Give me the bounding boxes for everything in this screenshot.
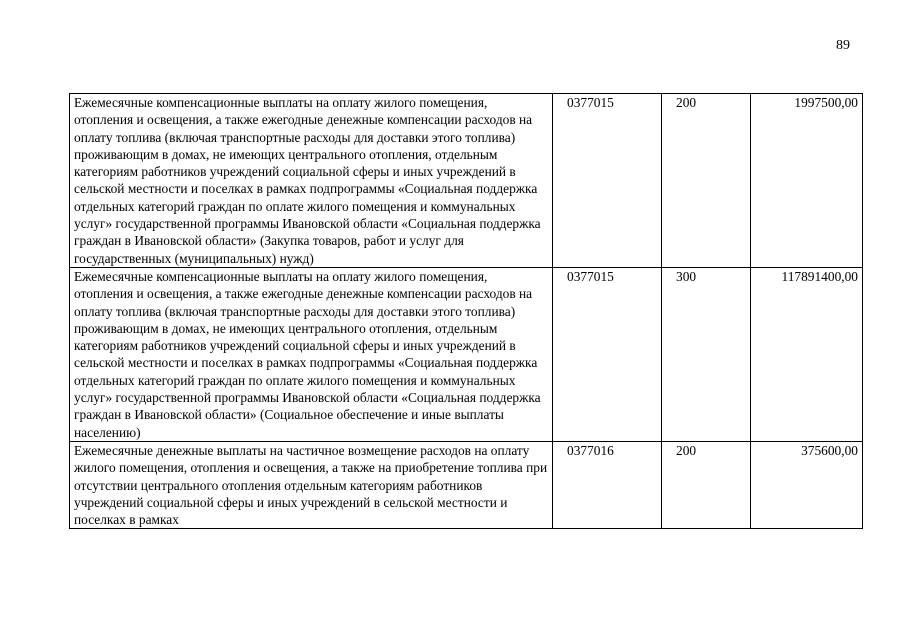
page-number: 89	[836, 38, 850, 53]
row-expense-type: 300	[662, 267, 751, 441]
row-target-code: 0377015	[553, 94, 662, 268]
row-target-code: 0377016	[553, 441, 662, 528]
table-row	[70, 267, 863, 441]
row-description: Ежемесячные компенсационные выплаты на оплату жилого помещения, отопления и освещения, а также ежегодные денежные компенсации расходов на оплату топлива (включая транспортные расходы для доставки этого топлива) проживающим в домах, не имеющих центрального отопления, отдельным категориям работников учреждений социальной сферы и иных учреждений в сельской местности и поселках в рамках подпрограммы «Социальная поддержка отдельных категорий граждан по оплате жилого помещения и коммунальных услуг» государственной программы Ивановской области «Социальная поддержка граждан в Ивановской области» (Закупка товаров, работ и услуг для государственных (муниципальных) нужд)	[70, 94, 553, 268]
row-amount: 1997500,00	[751, 94, 863, 268]
row-description: Ежемесячные компенсационные выплаты на оплату жилого помещения, отопления и освещения, а также ежегодные денежные компенсации расходов на оплату топлива (включая транспортные расходы для доставки этого топлива) проживающим в домах, не имеющих центрального отопления, отдельным категориям работников учреждений социальной сферы и иных учреждений в сельской местности и поселках в рамках подпрограммы «Социальная поддержка отдельных категорий граждан по оплате жилого помещения и коммунальных услуг» государственной программы Ивановской области «Социальная поддержка граждан в Ивановской области» (Социальное обеспечение и иные выплаты населению)	[70, 267, 553, 441]
row-amount: 117891400,00	[751, 267, 863, 441]
row-amount: 375600,00	[751, 441, 863, 528]
row-description: Ежемесячные денежные выплаты на частичное возмещение расходов на оплату жилого помещения, отопления и освещения, а также на приобретение топлива при отсутствии центрального отопления отдельным категориям работников учреждений социальной сферы и иных учреждений в сельской местности и поселках в рамках	[70, 441, 553, 528]
row-expense-type: 200	[662, 94, 751, 268]
budget-table	[69, 93, 863, 529]
row-expense-type: 200	[662, 441, 751, 528]
table-row	[70, 441, 863, 528]
table-row	[70, 94, 863, 268]
row-target-code: 0377015	[553, 267, 662, 441]
